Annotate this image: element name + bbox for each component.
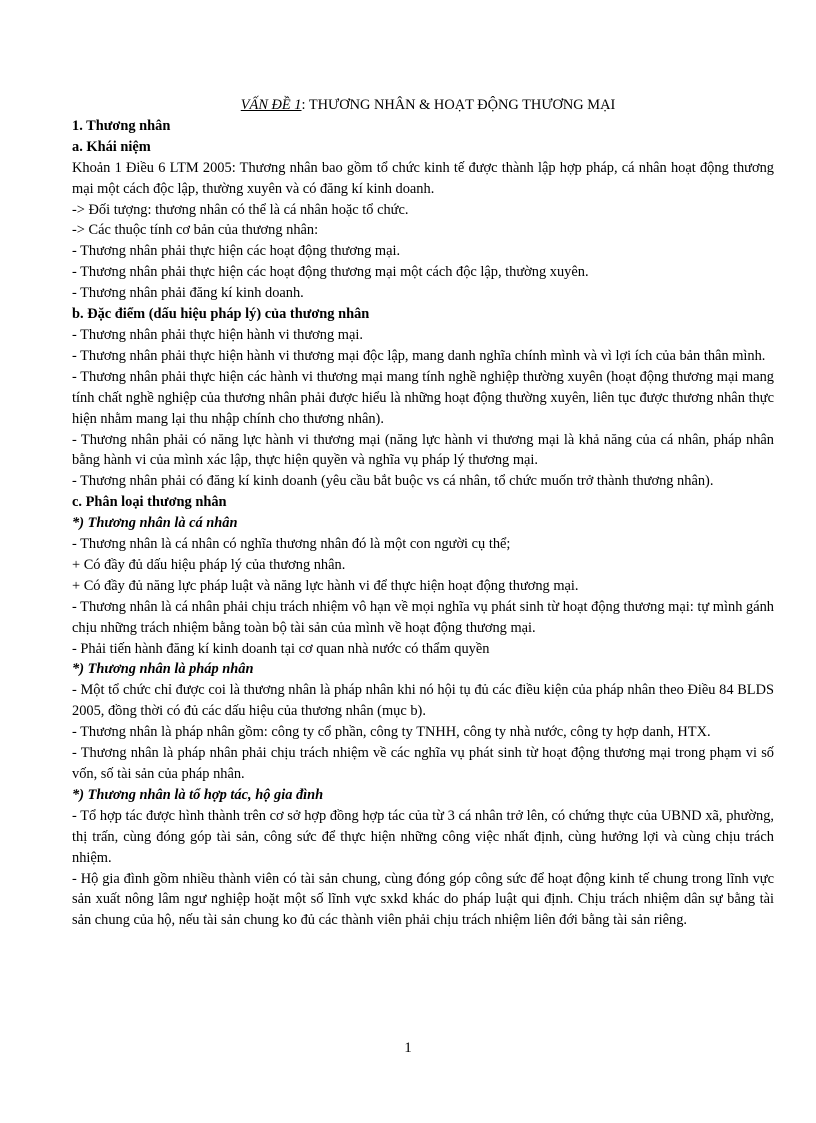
paragraph: - Thương nhân phải thực hiện hành vi thương mại.	[72, 326, 363, 343]
title-rest: : THƯƠNG NHÂN & HOẠT ĐỘNG THƯƠNG MẠI	[301, 97, 616, 113]
document-body	[72, 116, 774, 931]
paragraph: - Một tổ chức chỉ được coi là thương nhân là pháp nhân khi nó hội tụ đủ các điều kiện của pháp nhân theo Điều 84 BLDS 2005, đồng thời có đủ các dấu hiệu của thương nhân (mục b).	[72, 682, 774, 720]
paragraph: - Thương nhân là pháp nhân phải chịu trách nhiệm về các nghĩa vụ phát sinh từ hoạt động thương mại trong phạm vi số vốn, số tài sản của pháp nhân.	[72, 745, 774, 782]
paragraph: - Thương nhân phải có đăng kí kinh doanh (yêu cầu bắt buộc vs cá nhân, tổ chức muốn trở thành thương nhân).	[72, 473, 714, 490]
section-heading: *) Thương nhân là tổ hợp tác, hộ gia đình	[72, 786, 324, 803]
document-title	[72, 95, 774, 116]
paragraph: - Phải tiến hành đăng kí kinh doanh tại cơ quan nhà nước có thẩm quyền	[72, 640, 490, 657]
section-heading: 1. Thương nhân	[72, 117, 171, 134]
page-number: 1	[404, 1040, 412, 1056]
paragraph: - Thương nhân phải thực hiện hành vi thương mại độc lập, mang danh nghĩa chính mình và vì lợi ích của bản thân mình.	[72, 347, 766, 364]
title-prefix: VẤN ĐỀ 1	[240, 97, 302, 113]
paragraph: -> Đối tượng: thương nhân có thể là cá nhân hoặc tổ chức.	[72, 201, 409, 218]
paragraph: - Hộ gia đình gồm nhiều thành viên có tài sản chung, cùng đóng góp công sức để hoạt động kinh tế chung trong lĩnh vực sản xuất nông lâm ngư nghiệp hoặt một số lĩnh vực sxkd khác do pháp luật qui định. Chịu trách nhiệm dân sự bằng tài sản chung của hộ, nếu tài sản chung ko đủ các thành viên phải chịu trách nhiệm liên đới bằng tài sản riêng.	[72, 870, 774, 929]
paragraph: - Thương nhân là pháp nhân gồm: công ty cổ phần, công ty TNHH, công ty nhà nước, công ty hợp danh, HTX.	[72, 724, 711, 741]
section-heading: *) Thương nhân là cá nhân	[72, 515, 238, 532]
paragraph: - Thương nhân phải thực hiện các hành vi thương mại mang tính nghề nghiệp thường xuyên (hoạt động thương mại mang tính chất nghề nghiệp của thương nhân phải được hiểu là những hoạt động thường xuyên, liên tục được thương nhân thực hiện nhằm mang lại thu nhập chính cho thương nhân).	[72, 368, 774, 427]
paragraph: - Thương nhân phải thực hiện các hoạt động thương mại một cách độc lập, thường xuyên.	[72, 264, 589, 281]
paragraph: -> Các thuộc tính cơ bản của thương nhân:	[72, 222, 319, 239]
paragraph: - Thương nhân phải có năng lực hành vi thương mại (năng lực hành vi thương mại là khả năng của cá nhân, pháp nhân bằng hành vi của mình xác lập, thực hiện quyền và nghĩa vụ pháp lý thương mại.	[72, 431, 774, 469]
document-page	[72, 86, 774, 931]
paragraph: - Thương nhân phải đăng kí kinh doanh.	[72, 285, 304, 302]
section-heading: *) Thương nhân là pháp nhân	[72, 661, 254, 678]
paragraph: + Có đầy đủ năng lực pháp luật và năng lực hành vi để thực hiện hoạt động thương mại.	[72, 577, 579, 594]
paragraph: - Thương nhân là cá nhân có nghĩa thương nhân đó là một con người cụ thể;	[72, 536, 511, 553]
paragraph: + Có đầy đủ dấu hiệu pháp lý của thương nhân.	[72, 556, 346, 573]
paragraph: - Thương nhân là cá nhân phải chịu trách nhiệm vô hạn về mọi nghĩa vụ phát sinh từ hoạt động thương mại: tự mình gánh chịu những trách nhiệm bằng toàn bộ tài sản của mình về hoạt động thương mại.	[72, 598, 774, 636]
paragraph: - Tổ hợp tác được hình thành trên cơ sở hợp đồng hợp tác của từ 3 cá nhân trở lên, có chứng thực của UBND xã, phường, thị trấn, cùng đóng góp tài sản, công sức để thực hiện những công việc nhất định, cùng hưởng lợi và cùng chịu trách nhiệm.	[72, 807, 774, 866]
paragraph: - Thương nhân phải thực hiện các hoạt động thương mại.	[72, 243, 401, 260]
section-heading: c. Phân loại thương nhân	[72, 494, 227, 511]
section-heading: a. Khái niệm	[72, 138, 151, 155]
section-heading: b. Đặc điểm (dấu hiệu pháp lý) của thương nhân	[72, 306, 370, 323]
paragraph: Khoản 1 Điều 6 LTM 2005: Thương nhân bao gồm tổ chức kinh tế được thành lập hợp pháp, cá nhân hoạt động thương mại một cách độc lập, thường xuyên và có đăng kí kinh doanh.	[72, 159, 774, 197]
